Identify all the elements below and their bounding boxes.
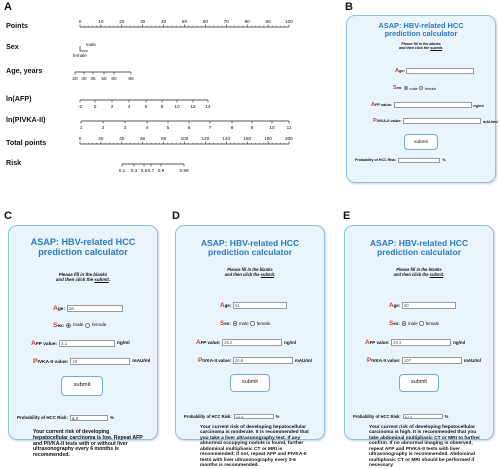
panel-label-c: C [4,210,12,222]
calculator-title-line1: ASAP: HBV-related HCC [378,21,464,30]
nomogram-tick-label: 10 [98,19,104,24]
probability-row [17,415,114,421]
instructions-line2 [176,273,324,278]
nomogram-tick-label: 0 [93,104,97,109]
nomogram-tick-label: 20 [72,76,78,81]
afp-unit: ng/ml [453,340,466,345]
nomogram-tick-label: 50 [181,19,188,24]
nomogram-tick-label: 0.99 [179,168,189,173]
pivka-input[interactable]: 107 [402,357,462,363]
nomogram-tick-label: 20 [119,19,125,24]
afp-input[interactable]: 3.1 [59,340,115,347]
sex-female-label: female [424,85,437,91]
instructions-text: and then click the [393,271,430,277]
sex-row [393,85,436,91]
nomogram-tick-label: 10 [269,125,275,130]
nomogram-tick-label: 120 [201,136,210,141]
calculator-title [9,238,157,257]
sex-male-radio[interactable] [404,86,408,90]
nomogram-tick-label: 0 [78,136,82,141]
sex-row [220,320,270,327]
nomogram-tick-label: 70 [223,19,229,24]
age-row [389,302,456,309]
nomogram-tick-label: 60 [202,19,209,24]
age-label: Age: [395,68,405,74]
calculator-title [347,22,495,38]
nomogram-tick-label: 4 [127,104,131,109]
probability-output [398,158,440,163]
sex-tick-label: female [73,53,87,58]
nomogram-tick-label: 60 [140,136,146,141]
nomogram-tick-label: 6 [187,125,191,130]
afp-label: AFP value: [196,339,221,346]
probability-percent: % [275,414,280,420]
sex-female-radio[interactable] [419,321,424,326]
instructions [9,272,157,282]
instructions-period: . [443,271,445,277]
nomogram-row-label: Total points [6,138,47,147]
sex-male-radio[interactable] [402,321,407,326]
nomogram-tick-label: 20 [98,136,104,141]
sex-male-label: male [238,321,249,326]
nomogram-row-label: Age, years [6,66,43,75]
submit-link-text: submit [94,277,109,283]
submit-button[interactable]: submit [399,374,439,392]
nomogram-tick-label: 11 [286,125,292,130]
sex-male-radio[interactable] [233,321,238,326]
instructions-line1: Please fill in the blanks [396,267,442,272]
calculator-title-line1: ASAP: HBV-related HCC [369,238,469,248]
probability-label: Probability of HCC Risk: [17,415,68,421]
nomogram-tick-label: 8 [160,104,164,109]
nomogram-tick-label: 9 [250,125,254,130]
sex-male-radio[interactable] [66,323,71,328]
afp-input[interactable]: 28.2 [222,339,282,345]
nomogram-tick-label: 80 [128,76,134,81]
age-row [53,305,123,312]
pivka-input[interactable]: 26.5 [233,357,293,363]
pivka-unit: mAU/ml [294,358,312,363]
sex-tick-label: male [86,42,96,47]
nomogram-tick-label: 7 [208,125,212,130]
calculator-title-line2: prediction calculator [38,246,128,257]
calculator-title-line1: ASAP: HBV-related HCC [30,237,136,247]
nomogram-tick-label: 0.7 [147,168,155,173]
instructions-period: . [108,277,111,283]
nomogram-tick-label: 8 [230,125,234,130]
submit-link-text: submit [430,46,442,51]
nomogram-row-label: Points [6,21,28,30]
afp-row [196,339,296,346]
instructions [345,268,493,278]
probability-row [353,414,448,419]
nomogram-tick-label: 200 [285,136,293,141]
sex-male-label: male [407,321,418,326]
age-input[interactable] [406,68,474,73]
nomogram-tick-label: 35 [90,76,96,81]
instructions [176,268,324,278]
nomogram-tick-label: 0 [78,19,82,24]
nomogram-tick-label: 40 [160,19,167,24]
nomogram-tick-label: 6 [144,104,148,109]
submit-button[interactable]: submit [230,374,270,392]
sex-female-radio[interactable] [85,323,90,328]
age-input[interactable]: 60 [402,302,456,308]
afp-unit: ng/ml [116,341,130,346]
probability-label: Probability of HCC Risk: [355,158,397,163]
risk-advice: Your current risk of developing hepatocellular carcinoma is high. It is recommended that you take abdominal multiphasic CT or MRI to further confirm. If no abnormal imaging is observed, repeat AFP and PIVKA-II tests with liver ultrasonography is recommended. Abdominal multiphasic CT or MRI should be performed if necessary. [369,425,480,469]
nomogram-tick-label: 4 [145,125,149,130]
panel-label-d: D [172,210,180,222]
probability-percent: % [109,415,114,421]
calculator-title [176,239,324,257]
afp-label: AFP value: [31,340,58,347]
afp-label: AFP value: [371,102,393,108]
panel-label-e: E [343,210,351,222]
calculator-card-c [8,225,158,459]
pivka-row [373,118,498,124]
nomogram-tick-label: 60 [111,76,117,81]
calculator-title-line1: ASAP: HBV-related HCC [200,238,300,248]
instructions-line2 [345,273,493,278]
age-label: Age: [389,302,401,309]
calculator-title-line2: prediction calculator [384,28,458,38]
sex-female-label: female [425,321,440,326]
probability-row [355,158,446,163]
pivka-row [33,358,150,365]
sex-label: Sex: [393,85,403,91]
instructions-line2 [9,277,157,282]
sex-female-label: female [256,321,271,326]
pivka-row [367,357,481,364]
risk-advice: Your current risk of developing hepatocellular carcinoma is moderate. It is recommended that you take a liver ultrasonography test. If any abnormal occupying nodule is found, further abdominal multiphasic CT or MRI is recommended; if not, repeat AFP and PIVKA-II tests with liver ultrasonography every 3-6 months is recommended. [200,425,309,469]
afp-unit: ng/ml [284,340,297,345]
instructions [347,42,495,50]
instructions-line1: Please fill in the blanks [58,272,108,277]
instructions-line2 [347,46,495,50]
afp-row [371,102,484,108]
probability-label: Probability of HCC Risk: [353,414,401,420]
probability-output: 84.0 [403,414,443,419]
nomogram-tick-label: 3 [123,125,127,130]
instructions-line1: Please fill in the blanks [401,42,441,46]
nomogram-row-label: Risk [6,158,22,167]
instructions-line1: Please fill in the blanks [227,267,273,272]
nomogram-tick-label: 0.5 [140,168,148,173]
pivka-unit: mAU/ml [132,359,151,364]
nomogram-row-label: ln(AFP) [6,94,32,103]
nomogram-tick-label: 80 [244,19,250,24]
nomogram-tick-label: 140 [222,136,231,141]
sex-female-radio[interactable] [419,86,423,90]
risk-advice: Your current risk of developing hepatocellular carcinoma is low. Repeat AFP and PIVKA-II tests with or without liver ultrasonography every 6 months is recommended. [33,429,143,459]
nomogram-row-label: Sex [6,42,19,51]
probability-output: 4.3 [70,415,108,421]
calculator-title [345,239,493,257]
calculator-title-line2: prediction calculator [376,246,462,257]
panel-label-b: B [345,1,353,13]
pivka-unit: mAU/ml [463,358,481,363]
sex-female-label: female [92,323,107,328]
nomogram-tick-label: 12 [190,104,196,109]
instructions-period: . [274,271,276,277]
nomogram-canvas [0,0,330,185]
nomogram-row-label: ln(PIVKA-II) [6,115,46,124]
calculator-card-e [344,225,494,469]
nomogram-tick-label: 80 [160,136,167,141]
sex-label: Sex: [220,320,231,327]
probability-percent: % [442,158,446,163]
probability-output: 44.9 [234,414,274,419]
nomogram-tick-label: 2 [110,104,114,109]
nomogram-tick-label: 2 [101,125,105,130]
instructions-text: and then click the [224,271,261,277]
calculator-card-b [346,15,496,183]
age-row [395,68,474,74]
calculator-title-line2: prediction calculator [207,246,293,257]
sex-label: Sex: [53,322,65,329]
afp-row [31,340,130,347]
nomogram-tick-label: 5 [166,125,170,130]
sex-label: Sex: [389,320,400,327]
afp-label: AFP value: [365,339,390,346]
afp-unit: ng/ml [473,102,484,108]
nomogram-tick-label: 0.3 [130,168,138,173]
age-label: Age: [53,305,66,312]
pivka-label: PIVKA-II value: [198,357,232,364]
nomogram-tick-label: 100 [285,19,293,24]
nomogram-tick-label: 50 [101,76,107,81]
nomogram-tick-label: -2 [77,104,83,109]
sex-male-label: male [73,323,84,328]
nomogram-tick-label: 10 [174,104,180,109]
instructions-text: and then click the [55,277,95,283]
submit-link-text: submit [260,271,275,277]
calculator-card-d [175,225,325,469]
pivka-row [198,357,312,364]
afp-row [365,339,465,346]
submit-button[interactable]: submit [61,376,103,396]
afp-input[interactable] [394,102,472,107]
afp-input[interactable]: 20.3 [391,339,451,345]
pivka-input[interactable]: 19 [70,358,130,365]
probability-percent: % [444,414,449,420]
sex-male-label: male [409,85,418,91]
pivka-label: PIVKA-II value: [373,118,402,124]
age-input[interactable]: 51 [233,302,287,308]
submit-button[interactable]: submit [404,134,438,150]
sex-female-radio[interactable] [250,321,255,326]
nomogram-tick-label: 0.9 [157,168,165,173]
nomogram-tick-label: 30 [140,19,146,24]
nomogram-tick-label: 14 [205,104,211,109]
nomogram-tick-label: 40 [119,136,125,141]
nomogram-tick-label: 180 [264,136,273,141]
probability-row [184,414,279,419]
nomogram-tick-label: 100 [180,136,189,141]
pivka-label: PIVKA-II value: [33,358,69,365]
age-label: Age: [220,302,232,309]
pivka-label: PIVKA-II value: [367,357,401,364]
submit-link-text: submit [429,271,444,277]
sex-row [389,320,439,327]
nomogram-tick-label: 160 [243,136,252,141]
nomogram [0,0,330,185]
instructions-text: and then click the [399,46,431,51]
pivka-unit: mAU/ml [482,118,498,124]
age-input[interactable]: 28 [67,305,123,312]
nomogram-tick-label: 1 [79,125,83,130]
panel-label-a: A [4,1,12,13]
nomogram-tick-label: 0.1 [118,168,126,173]
probability-label: Probability of HCC Risk: [184,414,232,420]
nomogram-tick-label: 90 [265,19,271,24]
age-row [220,302,287,309]
nomogram-tick-label: 30 [81,76,87,81]
pivka-input[interactable] [403,118,481,123]
sex-row [53,322,106,329]
instructions-period: . [441,46,443,51]
